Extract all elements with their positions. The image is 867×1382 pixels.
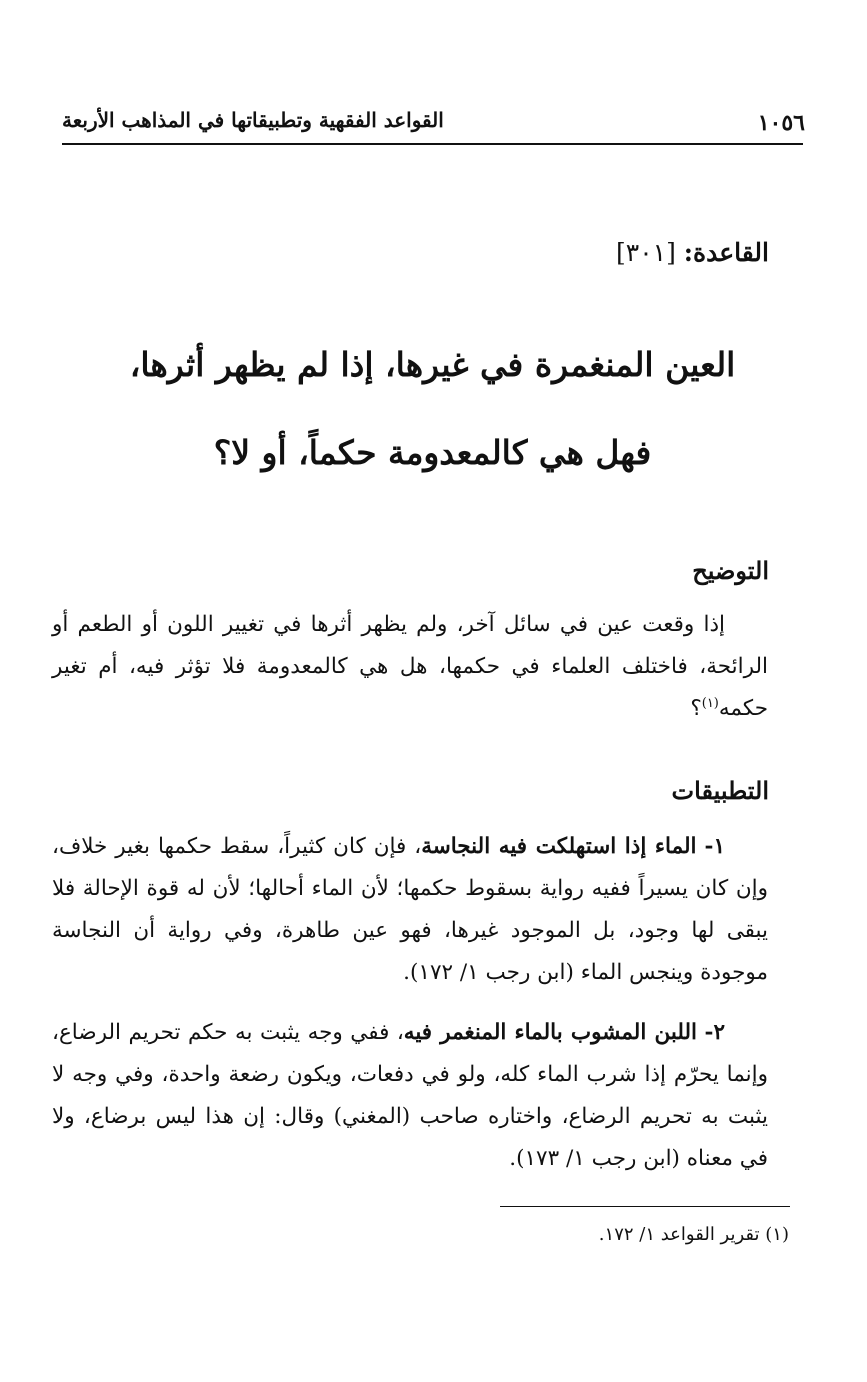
- page-number: ١٠٥٦: [757, 110, 805, 136]
- rule-label: [616, 238, 769, 267]
- explanation-paragraph: [52, 604, 768, 730]
- rule-number: [٣٠١]: [616, 238, 676, 267]
- explanation-end: ؟: [690, 696, 702, 721]
- footnote-divider: [500, 1206, 790, 1207]
- footnote-marker: (١): [765, 1224, 789, 1245]
- rule-title-line-1: العين المنغمرة في غيرها، إذا لم يظهر أثرها،: [129, 345, 736, 384]
- application-number: ١-: [704, 834, 725, 859]
- explanation-text: إذا وقعت عين في سائل آخر، ولم يظهر أثرها في تغيير اللون أو الطعم أو الرائحة، فاختلف العلماء في حكمها، هل هي كالمعدومة فلا تؤثر فيه، أم تغير حكمه: [52, 612, 768, 721]
- application-item-1: [52, 826, 768, 994]
- application-number: ٢-: [704, 1020, 725, 1045]
- applications-heading: التطبيقات: [671, 776, 769, 805]
- header-divider: [62, 143, 803, 145]
- footnote-text: تقرير القواعد ١/ ١٧٢.: [598, 1224, 760, 1245]
- footnote-reference[interactable]: (١): [701, 695, 719, 711]
- explanation-heading: التوضيح: [692, 556, 769, 585]
- application-keyword: اللبن المشوب بالماء المنغمر فيه: [403, 1020, 697, 1045]
- running-header-title: القواعد الفقهية وتطبيقاتها في المذاهب الأربعة: [62, 108, 444, 132]
- application-text: ، فإن كان كثيراً، سقط حكمها بغير خلاف، وإن كان يسيراً ففيه رواية بسقوط حكمها؛ لأن الماء أحالها؛ لأن له قوة الإحالة فلا يبقى لها وجود، بل الموجود غيرها، فهو عين طاهرة، وفي رواية أن النجاسة موجودة وينجس الماء (ابن رجب ١/ ١٧٢).: [52, 834, 768, 985]
- rule-title-line-2: فهل هي كالمعدومة حكماً، أو لا؟: [213, 433, 652, 472]
- application-text: ، ففي وجه يثبت به حكم تحريم الرضاع، وإنما يحرّم إذا شرب الماء كله، ولو في دفعات، ويكون رضعة واحدة، وفي وجه لا يثبت به تحريم الرضاع، واختاره صاحب (المغني) وقال: إن هذا ليس برضاع، ولا في معناه (ابن رجب ١/ ١٧٣).: [52, 1020, 768, 1171]
- footnote: [599, 1224, 789, 1245]
- application-item-2: [52, 1012, 768, 1180]
- application-keyword: الماء إذا استهلكت فيه النجاسة: [421, 834, 697, 859]
- rule-label-text: القاعدة:: [683, 238, 769, 267]
